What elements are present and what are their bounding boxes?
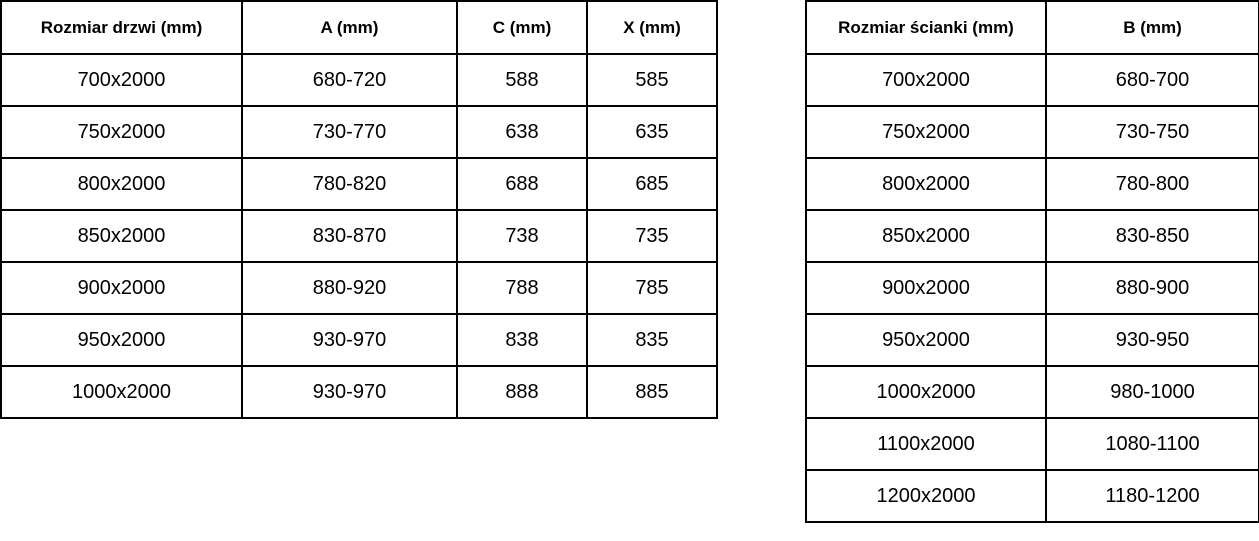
- table-cell: 588: [457, 54, 587, 106]
- table-cell: 1200x2000: [806, 470, 1046, 522]
- column-header: Rozmiar ścianki (mm): [806, 1, 1046, 54]
- table-cell: 738: [457, 210, 587, 262]
- column-header: A (mm): [242, 1, 457, 54]
- table-row: [806, 262, 1259, 314]
- door-table-header-row: [1, 1, 717, 54]
- table-cell: 750x2000: [806, 106, 1046, 158]
- table-cell: 980-1000: [1046, 366, 1259, 418]
- table-cell: 930-970: [242, 314, 457, 366]
- table-cell: 930-970: [242, 366, 457, 418]
- table-cell: 800x2000: [806, 158, 1046, 210]
- table-cell: 680-720: [242, 54, 457, 106]
- table-cell: 950x2000: [806, 314, 1046, 366]
- table-row: [1, 54, 717, 106]
- table-row: [806, 106, 1259, 158]
- table-cell: 635: [587, 106, 717, 158]
- table-cell: 838: [457, 314, 587, 366]
- table-cell: 785: [587, 262, 717, 314]
- table-row: [1, 106, 717, 158]
- table-cell: 885: [587, 366, 717, 418]
- table-cell: 730-750: [1046, 106, 1259, 158]
- table-row: [806, 314, 1259, 366]
- door-size-table: [0, 0, 718, 419]
- wall-table-body: [806, 54, 1259, 522]
- wall-table-header-row: [806, 1, 1259, 54]
- table-cell: 930-950: [1046, 314, 1259, 366]
- table-cell: 700x2000: [1, 54, 242, 106]
- wall-size-table: [805, 0, 1259, 523]
- table-cell: 700x2000: [806, 54, 1046, 106]
- table-cell: 880-900: [1046, 262, 1259, 314]
- table-row: [806, 158, 1259, 210]
- table-cell: 900x2000: [806, 262, 1046, 314]
- table-cell: 830-850: [1046, 210, 1259, 262]
- table-cell: 750x2000: [1, 106, 242, 158]
- table-cell: 638: [457, 106, 587, 158]
- door-table-body: [1, 54, 717, 418]
- column-header: X (mm): [587, 1, 717, 54]
- table-cell: 1100x2000: [806, 418, 1046, 470]
- table-cell: 1080-1100: [1046, 418, 1259, 470]
- table-row: [806, 418, 1259, 470]
- table-cell: 800x2000: [1, 158, 242, 210]
- table-cell: 880-920: [242, 262, 457, 314]
- table-row: [1, 262, 717, 314]
- table-row: [1, 158, 717, 210]
- table-cell: 680-700: [1046, 54, 1259, 106]
- table-cell: 730-770: [242, 106, 457, 158]
- table-cell: 850x2000: [1, 210, 242, 262]
- table-row: [806, 366, 1259, 418]
- table-cell: 950x2000: [1, 314, 242, 366]
- table-cell: 1000x2000: [1, 366, 242, 418]
- table-row: [1, 366, 717, 418]
- table-cell: 830-870: [242, 210, 457, 262]
- table-cell: 688: [457, 158, 587, 210]
- table-row: [1, 210, 717, 262]
- table-cell: 780-800: [1046, 158, 1259, 210]
- table-cell: 780-820: [242, 158, 457, 210]
- table-cell: 788: [457, 262, 587, 314]
- column-header: Rozmiar drzwi (mm): [1, 1, 242, 54]
- table-cell: 585: [587, 54, 717, 106]
- table-cell: 685: [587, 158, 717, 210]
- table-cell: 835: [587, 314, 717, 366]
- table-cell: 1180-1200: [1046, 470, 1259, 522]
- column-header: B (mm): [1046, 1, 1259, 54]
- table-cell: 850x2000: [806, 210, 1046, 262]
- table-cell: 1000x2000: [806, 366, 1046, 418]
- table-cell: 900x2000: [1, 262, 242, 314]
- table-row: [806, 210, 1259, 262]
- table-row: [806, 54, 1259, 106]
- table-cell: 888: [457, 366, 587, 418]
- table-row: [1, 314, 717, 366]
- column-header: C (mm): [457, 1, 587, 54]
- table-row: [806, 470, 1259, 522]
- table-cell: 735: [587, 210, 717, 262]
